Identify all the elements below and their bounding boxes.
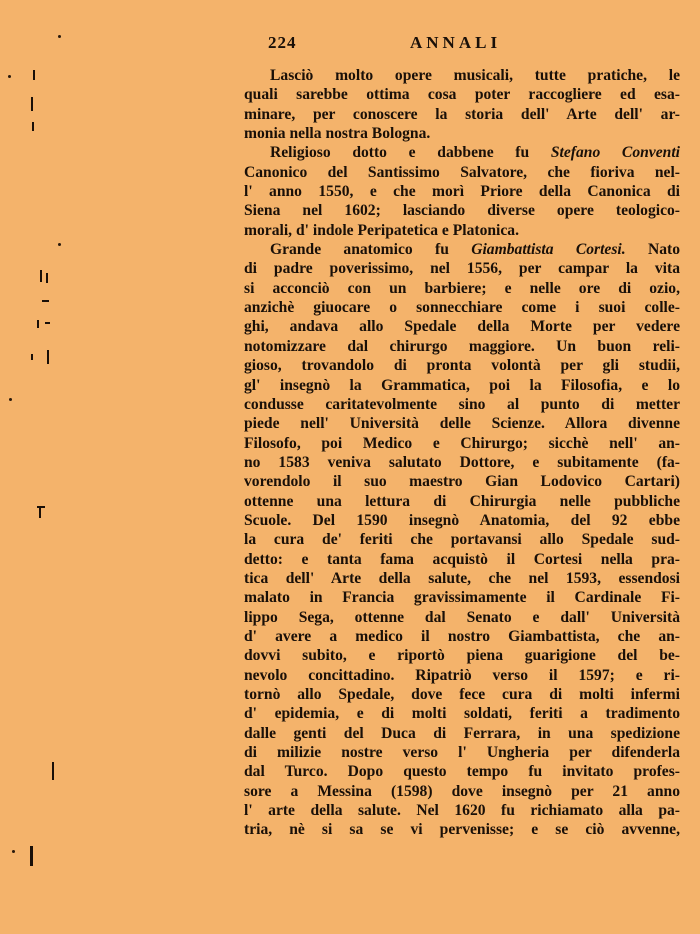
text-line: tica dell' Arte della salute, che nel 1593, essendosi <box>244 569 680 587</box>
text-line: lippo Sega, ottenne dal Senato e dall' Università <box>244 608 680 626</box>
running-title: ANNALI <box>410 33 502 52</box>
text-line: monia nella nostra Bologna. <box>244 125 431 143</box>
text-line <box>244 240 680 259</box>
text-line: di milizie nostre verso l' Ungheria per difenderla <box>244 744 680 762</box>
text-line: l' arte della salute. Nel 1620 fu richiamato alla pa- <box>244 802 680 820</box>
text-line: gl' insegnò la Grammatica, poi la Filosofia, e lo <box>244 376 680 394</box>
text-run: Nato <box>625 241 680 259</box>
text-line: dalle genti del Duca di Ferrara, in una spedizione <box>244 724 680 742</box>
text-line: morali, d' indole Peripatetica e Platonica. <box>244 221 520 239</box>
text-line: ottenne una lettura di Chirurgia nelle pubbliche <box>244 492 680 510</box>
text-line: Siena nel 1602; lasciando diverse opere teologico- <box>244 202 680 220</box>
speck <box>40 270 42 282</box>
text-run: Religioso dotto e dabbene fu <box>270 144 551 162</box>
running-head <box>268 33 680 55</box>
text-line: minare, per conoscere la storia dell' Arte dell' ar- <box>244 105 680 123</box>
text-line: condusse caritatevolmente sino al punto di metter <box>244 395 680 413</box>
text-line: d' avere a medico il nostro Giambattista, che an- <box>244 627 680 645</box>
text-line <box>244 143 680 162</box>
text-line: notomizzare dal chirurgo maggiore. Un buon reli- <box>244 337 680 355</box>
text-line: detto: e tanta fama acquistò il Cortesi nella pra- <box>244 550 680 568</box>
text-line: dovvi subito, e riportò piena guarigione del be- <box>244 647 680 665</box>
text-line: sore a Messina (1598) dove insegnò per 21 anno <box>244 782 680 800</box>
text-line: d' epidemia, e di molti soldati, feriti a tradimento <box>244 705 680 723</box>
text-line: piede nell' Università delle Scienze. Allora divenne <box>244 415 680 433</box>
text-line: anzichè giuocare o sonnecchiare come i suoi colle- <box>244 299 680 317</box>
text-line: tria, nè si sa se vi pervenisse; e se ciò avvenne, <box>244 821 680 839</box>
person-name: Giambattista Cortesi. <box>471 241 626 259</box>
text-line: si acconciò con un barbiere; e nelle ore di ozio, <box>244 279 680 297</box>
text-line: vorendolo il suo maestro Gian Lodovico Cartari) <box>244 473 680 491</box>
text-line: no 1583 veniva salutato Dottore, e subitamente (fa- <box>244 453 680 471</box>
speck <box>58 35 61 38</box>
text-line: quali sarebbe ottima cosa poter raccogliere ed esa- <box>244 86 680 104</box>
text-line: Lasciò molto opere musicali, tutte pratiche, le <box>270 67 680 84</box>
text-line: dal Turco. Dopo questo tempo fu invitato profes- <box>244 763 680 781</box>
text-line: di padre poverissimo, nel 1556, per campar la vita <box>244 260 680 278</box>
speck <box>8 75 11 78</box>
margin-specks <box>0 0 60 934</box>
speck <box>12 850 15 853</box>
speck <box>31 354 33 360</box>
speck <box>30 846 33 866</box>
text-line: malato in Francia gravissimamente il Cardinale Fi- <box>244 589 680 607</box>
speck <box>32 122 34 131</box>
text-line: nevolo concittadino. Ripatriò verso il 1597; e ri- <box>244 666 680 684</box>
text-line: tornò allo Spedale, dove fece cura di molti infermi <box>244 686 680 703</box>
text-line: l' anno 1550, e che morì Priore della Canonica di <box>244 183 680 201</box>
speck <box>37 320 39 328</box>
speck <box>58 243 61 246</box>
text-line: Scuole. Del 1590 insegnò Anatomia, del 92 ebbe <box>244 511 680 529</box>
speck <box>31 97 33 111</box>
speck <box>39 506 41 518</box>
text-run: Grande anatomico fu <box>270 241 472 259</box>
speck <box>47 350 49 364</box>
speck <box>9 398 12 401</box>
page-number: 224 <box>268 33 297 52</box>
body-text <box>244 66 680 840</box>
speck <box>45 322 50 324</box>
text-line: la cura de' feriti che portavansi allo Spedale sud- <box>244 531 680 549</box>
speck <box>46 273 48 283</box>
text-line: Filosofo, poi Medico e Chirurgo; sicchè nell' an- <box>244 434 680 452</box>
speck <box>52 762 54 780</box>
text-line: ghi, andava allo Spedale della Morte per vedere <box>244 318 680 336</box>
speck <box>33 70 35 80</box>
person-name: Stefano Conventi <box>550 144 680 162</box>
speck <box>42 300 49 302</box>
text-line: Canonico del Santissimo Salvatore, che fioriva nel- <box>244 163 680 181</box>
text-line: gioso, trovandolo di pronta volontà per gli studii, <box>244 357 680 375</box>
